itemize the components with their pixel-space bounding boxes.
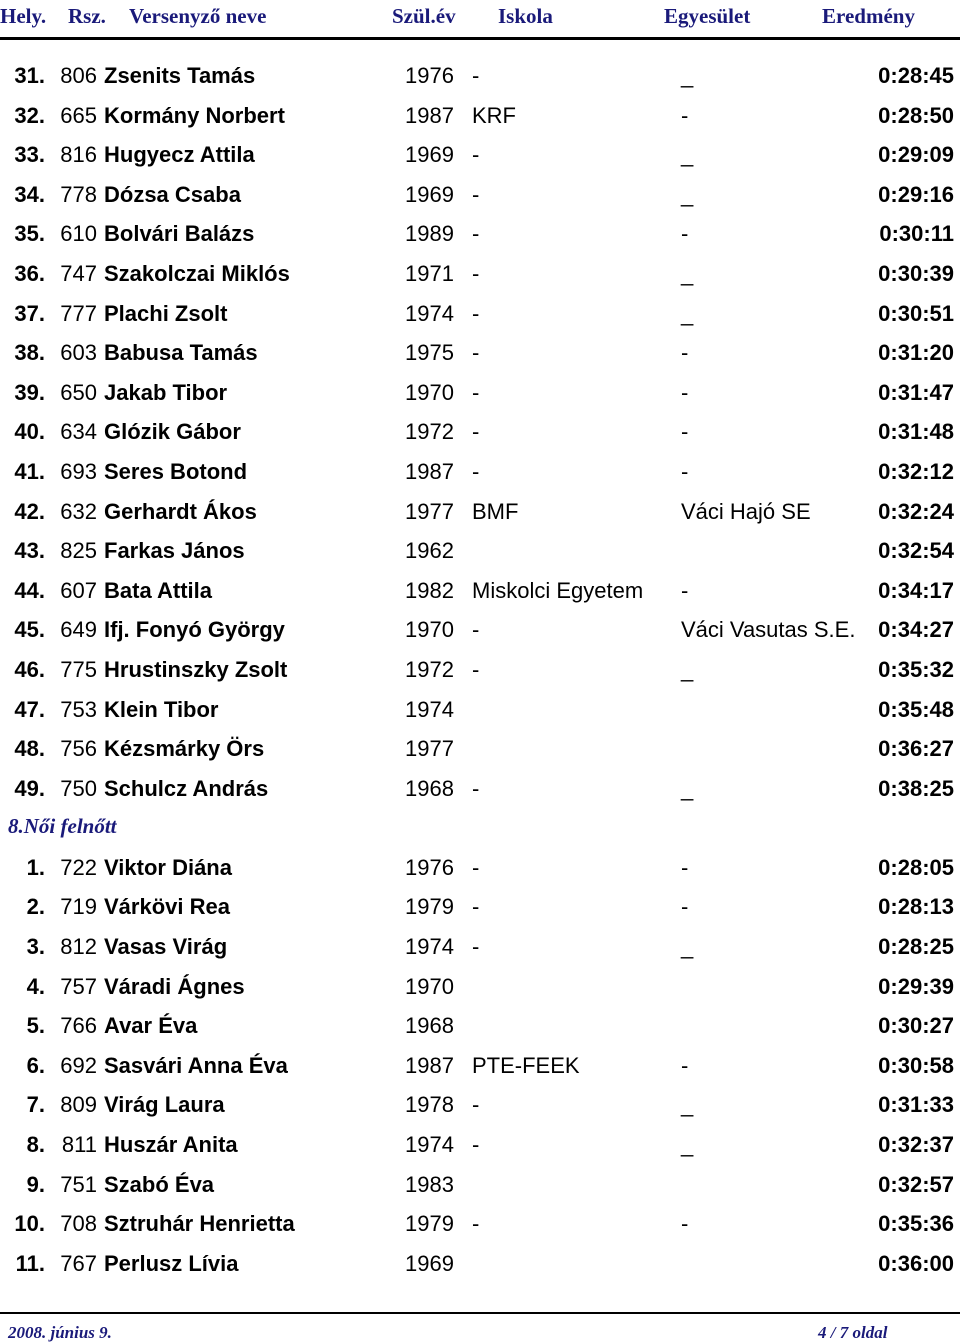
- cell-rank: 10.: [14, 1211, 45, 1237]
- cell-school: -: [472, 63, 480, 88]
- cell-result: 0:32:37: [878, 1132, 954, 1158]
- cell-club: -: [681, 1211, 689, 1237]
- cell-bib: 806: [60, 63, 97, 88]
- cell-rank: 48.: [14, 736, 45, 762]
- cell-result: 0:36:27: [878, 736, 954, 762]
- cell-year: 1987: [405, 458, 454, 484]
- cell-club: Váci Vasutas S.E.: [681, 617, 856, 643]
- cell-rank: 41.: [14, 458, 45, 484]
- cell-school: -: [472, 340, 480, 366]
- table-row: [0, 849, 960, 889]
- cell-result: 0:30:11: [879, 221, 954, 247]
- table-row: [0, 413, 960, 453]
- cell-rank: 32.: [14, 102, 45, 128]
- cell-name: Várkövi Rea: [104, 894, 230, 920]
- cell-result: 0:32:57: [878, 1171, 954, 1197]
- cell-result: 0:28:13: [878, 894, 954, 920]
- cell-bib: 778: [60, 181, 97, 207]
- results-group-men: [0, 57, 960, 809]
- cell-rank: 42.: [14, 498, 45, 524]
- cell-bib: 750: [60, 775, 97, 801]
- cell-club: _: [681, 656, 694, 682]
- cell-result: 0:29:39: [878, 973, 954, 999]
- cell-year: 1974: [405, 696, 454, 722]
- table-row: [0, 1086, 960, 1126]
- cell-rank: 5.: [26, 1013, 45, 1039]
- cell-result: 0:34:27: [878, 617, 954, 643]
- cell-name: Bolvári Balázs: [104, 221, 255, 247]
- cell-name: Avar Éva: [104, 1013, 198, 1039]
- cell-result: 0:32:12: [878, 458, 954, 484]
- table-row: [0, 1166, 960, 1206]
- cell-club: _: [681, 934, 694, 960]
- cell-bib: 722: [60, 854, 97, 880]
- cell-year: 1974: [405, 300, 454, 326]
- cell-rank: 9.: [26, 1171, 45, 1197]
- cell-rank: 37.: [14, 300, 45, 326]
- header-school: Iskola: [498, 4, 553, 28]
- cell-school: Miskolci Egyetem: [472, 577, 644, 603]
- table-row: [0, 136, 960, 176]
- cell-rank: 3.: [26, 934, 45, 960]
- cell-name: Jakab Tibor: [104, 379, 228, 405]
- cell-result: 0:38:25: [878, 775, 954, 801]
- cell-rank: 6.: [26, 1052, 45, 1078]
- cell-result: 0:35:32: [878, 656, 954, 682]
- header-bib: Rsz.: [68, 4, 106, 28]
- cell-name: Hrustinszky Zsolt: [104, 656, 288, 682]
- cell-year: 1970: [405, 617, 454, 643]
- cell-club: _: [681, 63, 694, 88]
- cell-school: -: [472, 379, 480, 405]
- cell-year: 1989: [405, 221, 454, 247]
- cell-year: 1976: [405, 854, 454, 880]
- cell-rank: 40.: [14, 419, 45, 445]
- page-footer: [0, 1312, 960, 1344]
- cell-club: -: [681, 102, 689, 128]
- cell-year: 1972: [405, 656, 454, 682]
- table-row: [0, 1205, 960, 1245]
- cell-name: Seres Botond: [104, 458, 248, 484]
- cell-name: Sasvári Anna Éva: [104, 1052, 288, 1078]
- cell-result: 0:34:17: [878, 577, 954, 603]
- cell-year: 1978: [405, 1092, 454, 1118]
- cell-school: -: [472, 1132, 480, 1158]
- cell-year: 1987: [405, 102, 454, 128]
- cell-school: BMF: [472, 498, 519, 524]
- section-title: 8.Női felnőtt: [8, 814, 117, 839]
- cell-school: -: [472, 617, 480, 643]
- cell-rank: 44.: [14, 577, 45, 603]
- header-year: Szül.év: [392, 4, 456, 28]
- cell-name: Klein Tibor: [104, 696, 219, 722]
- cell-bib: 603: [60, 340, 97, 366]
- cell-name: Babusa Tamás: [104, 340, 258, 366]
- cell-name: Ifj. Fonyó György: [104, 617, 285, 643]
- cell-result: 0:35:48: [878, 696, 954, 722]
- cell-school: -: [472, 854, 480, 880]
- cell-year: 1972: [405, 419, 454, 445]
- cell-club: _: [681, 775, 694, 801]
- cell-club: Váci Hajó SE: [681, 498, 811, 524]
- cell-bib: 753: [60, 696, 97, 722]
- cell-bib: 649: [60, 617, 97, 643]
- table-row: [0, 97, 960, 137]
- cell-club: _: [681, 142, 694, 168]
- cell-rank: 36.: [14, 260, 45, 286]
- cell-club: -: [681, 854, 689, 880]
- cell-result: 0:36:00: [878, 1250, 954, 1276]
- cell-year: 1979: [405, 894, 454, 920]
- cell-rank: 35.: [14, 221, 45, 247]
- cell-rank: 46.: [14, 656, 45, 682]
- cell-school: -: [472, 934, 480, 960]
- cell-rank: 31.: [14, 63, 45, 88]
- cell-club: -: [681, 379, 689, 405]
- cell-year: 1968: [405, 1013, 454, 1039]
- table-row: [0, 1126, 960, 1166]
- cell-year: 1974: [405, 934, 454, 960]
- cell-rank: 33.: [14, 142, 45, 168]
- cell-year: 1975: [405, 340, 454, 366]
- header-club: Egyesület: [664, 4, 751, 28]
- cell-bib: 692: [60, 1052, 97, 1078]
- cell-name: Plachi Zsolt: [104, 300, 228, 326]
- cell-club: _: [681, 300, 694, 326]
- cell-name: Glózik Gábor: [104, 419, 241, 445]
- cell-year: 1977: [405, 736, 454, 762]
- table-row: [0, 57, 960, 97]
- cell-club: -: [681, 340, 689, 366]
- cell-name: Hugyecz Attila: [104, 142, 255, 168]
- cell-rank: 1.: [26, 854, 45, 880]
- table-row: [0, 730, 960, 770]
- cell-bib: 708: [60, 1211, 97, 1237]
- cell-result: 0:31:47: [878, 379, 954, 405]
- cell-bib: 825: [60, 538, 97, 564]
- cell-school: -: [472, 142, 480, 168]
- table-row: [0, 334, 960, 374]
- cell-rank: 8.: [26, 1132, 45, 1158]
- cell-club: -: [681, 419, 689, 445]
- cell-school: KRF: [472, 102, 516, 128]
- table-row: [0, 888, 960, 928]
- cell-club: -: [681, 1052, 689, 1078]
- cell-school: -: [472, 260, 480, 286]
- cell-bib: 756: [60, 736, 97, 762]
- cell-bib: 665: [60, 102, 97, 128]
- table-row: [0, 651, 960, 691]
- table-row: [0, 770, 960, 810]
- cell-year: 1976: [405, 63, 454, 88]
- cell-rank: 47.: [14, 696, 45, 722]
- cell-year: 1969: [405, 1250, 454, 1276]
- cell-bib: 811: [61, 1132, 97, 1158]
- table-row: [0, 1047, 960, 1087]
- cell-school: -: [472, 419, 480, 445]
- cell-result: 0:29:09: [878, 142, 954, 168]
- cell-school: -: [472, 221, 480, 247]
- cell-bib: 650: [60, 379, 97, 405]
- cell-year: 1983: [405, 1171, 454, 1197]
- cell-year: 1987: [405, 1052, 454, 1078]
- cell-year: 1979: [405, 1211, 454, 1237]
- cell-rank: 2.: [26, 894, 45, 920]
- cell-name: Kormány Norbert: [104, 102, 285, 128]
- footer-date: 2008. június 9.: [8, 1323, 112, 1342]
- cell-bib: 767: [60, 1250, 97, 1276]
- cell-bib: 607: [60, 577, 97, 603]
- cell-result: 0:28:50: [878, 102, 954, 128]
- cell-year: 1970: [405, 973, 454, 999]
- table-row: [0, 493, 960, 533]
- cell-result: 0:32:24: [878, 498, 954, 524]
- cell-bib: 775: [60, 656, 97, 682]
- cell-bib: 634: [60, 419, 97, 445]
- table-row: [0, 611, 960, 651]
- cell-rank: 38.: [14, 340, 45, 366]
- header-name: Versenyző neve: [129, 4, 267, 28]
- cell-result: 0:28:25: [878, 934, 954, 960]
- header-rank: Hely.: [0, 4, 47, 28]
- cell-year: 1969: [405, 181, 454, 207]
- table-row: [0, 215, 960, 255]
- cell-bib: 766: [60, 1013, 97, 1039]
- table-row: [0, 255, 960, 295]
- cell-name: Huszár Anita: [104, 1132, 238, 1158]
- cell-year: 1962: [405, 538, 454, 564]
- cell-bib: 693: [60, 458, 97, 484]
- cell-name: Szabó Éva: [104, 1171, 215, 1197]
- table-row: [0, 1245, 960, 1285]
- cell-name: Bata Attila: [104, 577, 212, 603]
- cell-result: 0:31:20: [878, 340, 954, 366]
- results-table: [0, 57, 960, 1284]
- cell-rank: 45.: [14, 617, 45, 643]
- table-row: [0, 691, 960, 731]
- cell-club: -: [681, 221, 689, 247]
- cell-club: _: [681, 1132, 694, 1158]
- cell-name: Gerhardt Ákos: [104, 498, 257, 524]
- cell-name: Schulcz András: [104, 775, 269, 801]
- cell-school: -: [472, 300, 480, 326]
- cell-name: Szakolczai Miklós: [104, 260, 290, 286]
- cell-result: 0:35:36: [878, 1211, 954, 1237]
- cell-result: 0:29:16: [878, 181, 954, 207]
- cell-year: 1971: [405, 260, 454, 286]
- cell-rank: 49.: [14, 775, 45, 801]
- table-row: [0, 176, 960, 216]
- table-row: [0, 928, 960, 968]
- cell-club: -: [681, 894, 689, 920]
- cell-result: 0:30:27: [878, 1013, 954, 1039]
- cell-name: Vasas Virág: [104, 934, 228, 960]
- cell-name: Sztruhár Henrietta: [104, 1211, 295, 1237]
- section-heading: [0, 809, 960, 849]
- cell-year: 1982: [405, 577, 454, 603]
- cell-bib: 816: [60, 142, 97, 168]
- cell-rank: 43.: [14, 538, 45, 564]
- cell-year: 1968: [405, 775, 454, 801]
- cell-school: -: [472, 894, 480, 920]
- cell-club: -: [681, 577, 689, 603]
- cell-name: Farkas János: [104, 538, 245, 564]
- cell-rank: 7.: [26, 1092, 45, 1118]
- cell-year: 1974: [405, 1132, 454, 1158]
- table-row: [0, 1007, 960, 1047]
- cell-club: _: [681, 1092, 694, 1118]
- cell-rank: 34.: [14, 181, 45, 207]
- cell-school: -: [472, 775, 480, 801]
- cell-bib: 747: [60, 260, 97, 286]
- cell-result: 0:30:51: [878, 300, 954, 326]
- footer-page-number: 4 / 7 oldal: [818, 1323, 888, 1342]
- table-header: [0, 0, 960, 40]
- cell-name: Virág Laura: [104, 1092, 225, 1118]
- cell-name: Kézsmárky Örs: [104, 736, 265, 762]
- cell-result: 0:31:48: [878, 419, 954, 445]
- cell-name: Váradi Ágnes: [104, 973, 245, 999]
- cell-school: -: [472, 181, 480, 207]
- table-row: [0, 295, 960, 335]
- cell-bib: 632: [60, 498, 97, 524]
- cell-result: 0:31:33: [878, 1092, 954, 1118]
- cell-bib: 757: [60, 973, 97, 999]
- cell-bib: 777: [60, 300, 97, 326]
- cell-school: PTE-FEEK: [472, 1052, 580, 1078]
- cell-year: 1970: [405, 379, 454, 405]
- cell-bib: 812: [60, 934, 97, 960]
- cell-bib: 719: [60, 894, 97, 920]
- table-row: [0, 453, 960, 493]
- table-row: [0, 374, 960, 414]
- header-result: Eredmény: [822, 4, 915, 28]
- table-row: [0, 532, 960, 572]
- cell-rank: 4.: [26, 973, 45, 999]
- cell-year: 1969: [405, 142, 454, 168]
- cell-club: -: [681, 458, 689, 484]
- cell-result: 0:32:54: [878, 538, 954, 564]
- results-group-women: [0, 849, 960, 1285]
- cell-rank: 39.: [14, 379, 45, 405]
- table-row: [0, 968, 960, 1008]
- cell-result: 0:28:05: [878, 854, 954, 880]
- cell-rank: 11.: [15, 1250, 45, 1276]
- cell-name: Viktor Diána: [104, 854, 232, 880]
- cell-school: -: [472, 656, 480, 682]
- cell-school: -: [472, 1211, 480, 1237]
- cell-bib: 610: [60, 221, 97, 247]
- cell-year: 1977: [405, 498, 454, 524]
- table-row: [0, 572, 960, 612]
- cell-name: Dózsa Csaba: [104, 181, 241, 207]
- cell-name: Zsenits Tamás: [104, 63, 256, 88]
- cell-bib: 809: [60, 1092, 97, 1118]
- cell-name: Perlusz Lívia: [104, 1250, 239, 1276]
- cell-result: 0:28:45: [878, 63, 954, 88]
- cell-club: _: [681, 181, 694, 207]
- cell-bib: 751: [60, 1171, 97, 1197]
- cell-club: _: [681, 260, 694, 286]
- cell-result: 0:30:39: [878, 260, 954, 286]
- cell-school: -: [472, 1092, 480, 1118]
- cell-result: 0:30:58: [878, 1052, 954, 1078]
- cell-school: -: [472, 458, 480, 484]
